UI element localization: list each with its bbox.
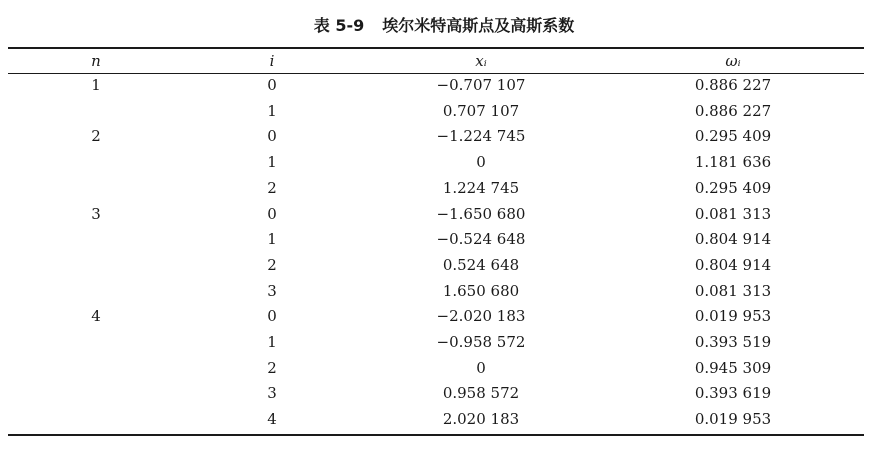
header-omega: ωᵢ	[725, 52, 741, 70]
cell-x: 0.707 107	[442, 101, 520, 120]
header-n: n	[91, 52, 101, 70]
table-row	[8, 330, 864, 356]
hermite-gauss-table	[8, 49, 864, 433]
table-number: 表 5-9	[313, 16, 365, 35]
cell-n	[8, 227, 184, 253]
table-title: 埃尔米特高斯点及高斯系数	[382, 16, 575, 35]
cell-n	[8, 253, 184, 279]
cell-i: 2	[267, 178, 277, 197]
table-row	[8, 150, 864, 176]
cell-x: −1.650 680	[436, 204, 526, 223]
cell-n	[8, 99, 184, 125]
table-row	[8, 253, 864, 279]
cell-omega: 0.019 953	[694, 307, 772, 326]
cell-n	[8, 330, 184, 356]
cell-i: 1	[267, 101, 277, 120]
cell-n	[8, 381, 184, 407]
table-row	[8, 176, 864, 202]
table-row	[8, 202, 864, 228]
cell-x: 0	[476, 358, 486, 377]
cell-i: 0	[267, 127, 277, 146]
cell-n	[8, 279, 184, 305]
cell-x: −2.020 183	[436, 307, 526, 326]
cell-i: 0	[267, 204, 277, 223]
cell-omega: 0.081 313	[694, 281, 772, 300]
cell-omega: 0.804 914	[694, 230, 772, 249]
table-row	[8, 279, 864, 305]
table-row	[8, 227, 864, 253]
cell-x: 1.224 745	[442, 178, 520, 197]
table-row	[8, 73, 864, 99]
cell-n	[8, 176, 184, 202]
cell-n: 2	[91, 127, 101, 146]
cell-i: 1	[267, 333, 277, 352]
cell-n: 3	[91, 204, 101, 223]
cell-n	[8, 356, 184, 382]
cell-n: 1	[91, 76, 101, 94]
header-x: xᵢ	[475, 52, 487, 70]
cell-x: −0.707 107	[436, 76, 526, 94]
cell-i: 3	[267, 384, 277, 403]
cell-omega: 1.181 636	[694, 153, 772, 172]
header-row	[8, 49, 864, 73]
cell-omega: 0.886 227	[694, 101, 772, 120]
cell-i: 1	[267, 153, 277, 172]
cell-x: 0.958 572	[442, 384, 520, 403]
table-row	[8, 99, 864, 125]
cell-x: −0.958 572	[436, 333, 526, 352]
cell-omega: 0.295 409	[694, 127, 772, 146]
cell-i: 0	[267, 76, 277, 94]
table-row	[8, 381, 864, 407]
cell-i: 2	[267, 255, 277, 274]
cell-x: −1.224 745	[436, 127, 526, 146]
cell-i: 2	[267, 358, 277, 377]
table-row	[8, 356, 864, 382]
cell-n: 4	[91, 307, 101, 326]
table-caption	[0, 15, 888, 37]
cell-omega: 0.886 227	[694, 76, 772, 94]
cell-i: 1	[267, 230, 277, 249]
cell-omega: 0.804 914	[694, 255, 772, 274]
cell-x: 0	[476, 153, 486, 172]
cell-i: 0	[267, 307, 277, 326]
cell-omega: 0.081 313	[694, 204, 772, 223]
bottom-rule	[8, 434, 864, 436]
table-row	[8, 407, 864, 433]
cell-x: 2.020 183	[442, 410, 520, 429]
table-row	[8, 304, 864, 330]
cell-omega: 0.295 409	[694, 178, 772, 197]
cell-omega: 0.945 309	[694, 358, 772, 377]
cell-omega: 0.019 953	[694, 410, 772, 429]
table-body	[8, 73, 864, 433]
cell-n	[8, 407, 184, 433]
cell-i: 4	[267, 410, 277, 429]
cell-omega: 0.393 519	[694, 333, 772, 352]
cell-x: 0.524 648	[442, 255, 520, 274]
table-row	[8, 124, 864, 150]
header-i: i	[269, 52, 275, 70]
cell-i: 3	[267, 281, 277, 300]
cell-omega: 0.393 619	[694, 384, 772, 403]
cell-x: −0.524 648	[436, 230, 526, 249]
cell-n	[8, 150, 184, 176]
cell-x: 1.650 680	[442, 281, 520, 300]
